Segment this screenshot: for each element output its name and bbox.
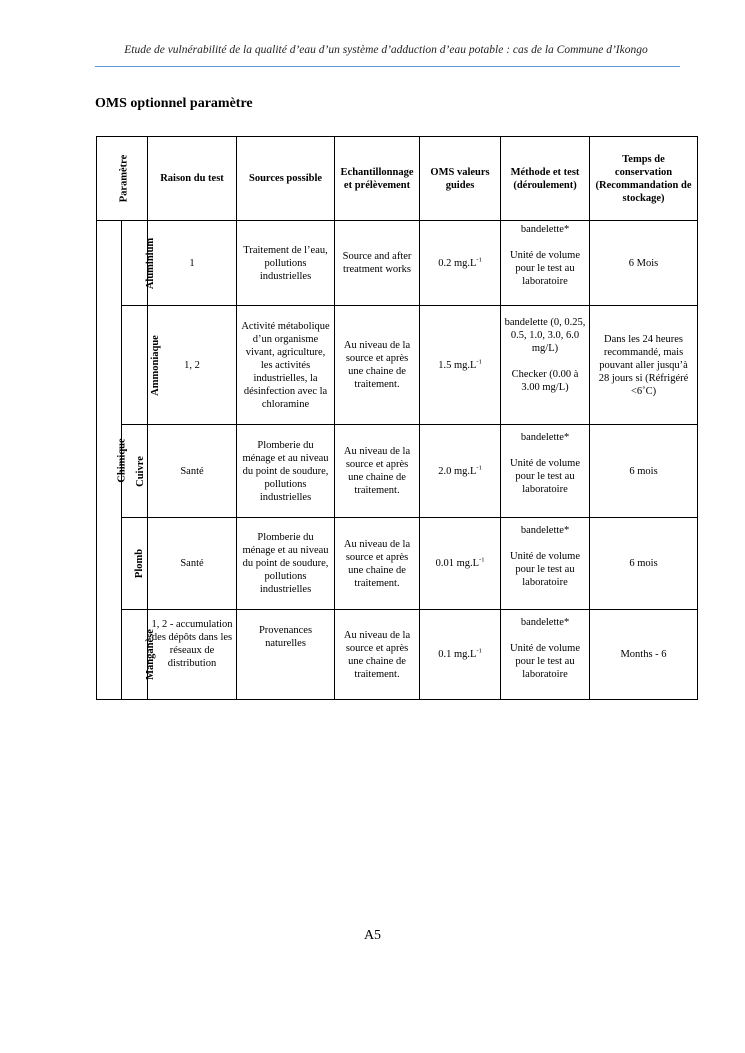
methode-line-2: Unité de volume pour le test au laboratoire bbox=[510, 551, 580, 588]
sources-cell: Plomberie du ménage et au niveau du point de soudure, pollutions industrielles bbox=[237, 518, 335, 610]
methode-line-1: bandelette* bbox=[520, 224, 570, 235]
methode-line-2: Unité de volume pour le test au laboratoire bbox=[510, 458, 580, 495]
methode-cell bbox=[501, 221, 590, 306]
section-title: OMS optionnel paramètre bbox=[95, 96, 253, 111]
header-parametre bbox=[97, 137, 148, 221]
methode-line-1: bandelette* bbox=[520, 525, 570, 536]
temps-cell: Months - 6 bbox=[590, 610, 698, 700]
raison-cell: 1 bbox=[148, 221, 237, 306]
methode-cell bbox=[501, 518, 590, 610]
temps-cell: 6 mois bbox=[590, 518, 698, 610]
row-name: Plomb bbox=[134, 548, 146, 579]
row-name: Ammoniaque bbox=[149, 334, 161, 396]
table-row bbox=[97, 610, 698, 700]
table-row bbox=[97, 306, 698, 425]
header-parametre-label: Paramètre bbox=[118, 154, 130, 203]
echantillonnage-cell: Au niveau de la source et après une chaine de traitement. bbox=[335, 518, 420, 610]
header-raison: Raison du test bbox=[148, 137, 237, 221]
methode-line-1: bandelette (0, 0.25, 0.5, 1.0, 3.0, 6.0 mg/L) bbox=[504, 317, 586, 354]
echantillonnage-cell: Au niveau de la source et après une chaine de traitement. bbox=[335, 306, 420, 425]
temps-cell: 6 mois bbox=[590, 425, 698, 518]
header-temps: Temps de conservation (Recommandation de stockage) bbox=[590, 137, 698, 221]
header-divider bbox=[95, 66, 680, 67]
row-name-cell bbox=[122, 518, 148, 610]
header-echantillonnage: Echantillonnage et prélèvement bbox=[335, 137, 420, 221]
row-name: Aluminium bbox=[145, 237, 157, 289]
row-name: Cuivre bbox=[134, 455, 146, 487]
row-name-cell bbox=[122, 221, 157, 306]
oms-value: 2.0 mg.L bbox=[438, 465, 477, 477]
oms-value-cell bbox=[420, 306, 501, 425]
unit-exponent: -1 bbox=[476, 464, 482, 471]
group-label: Chimique bbox=[116, 437, 128, 483]
page-number: A5 bbox=[363, 928, 382, 943]
unit-exponent: -1 bbox=[476, 647, 482, 655]
echantillonnage-cell: Source and after treatment works bbox=[335, 221, 420, 306]
row-name-cell bbox=[122, 306, 161, 425]
temps-cell: Dans les 24 heures recommandé, mais pouvant aller jusqu’à 28 jours si (Réfrigéré <6˚C) bbox=[590, 306, 698, 425]
oms-value-cell bbox=[420, 518, 501, 610]
methode-line-1: bandelette* bbox=[520, 432, 570, 443]
sources-cell: Activité métabolique d’un organisme vivant, agriculture, les activités industrielles, la désinfection avec la chloramine bbox=[237, 306, 335, 425]
methode-cell bbox=[501, 610, 590, 700]
running-header: Etude de vulnérabilité de la qualité d’eau d’un système d’adduction d’eau potable : cas de la Commune d’Ikongo bbox=[124, 44, 648, 56]
table-row bbox=[97, 425, 698, 518]
table-row bbox=[97, 518, 698, 610]
header-sources: Sources possible bbox=[237, 137, 335, 221]
group-cell-chimique bbox=[97, 221, 128, 700]
echantillonnage-cell: Au niveau de la source et après une chaine de traitement. bbox=[335, 610, 420, 700]
row-name-cell bbox=[122, 610, 156, 700]
methode-line-2: Unité de volume pour le test au laboratoire bbox=[510, 643, 580, 680]
table-header-row bbox=[97, 137, 698, 221]
echantillonnage-cell: Au niveau de la source et après une chaine de traitement. bbox=[335, 425, 420, 518]
sources-cell: Traitement de l’eau, pollutions industrielles bbox=[237, 221, 335, 306]
raison-cell: Santé bbox=[148, 518, 237, 610]
methode-cell bbox=[501, 306, 590, 425]
oms-parameters-table bbox=[96, 136, 698, 700]
raison-cell: 1, 2 - accumulation des dépôts dans les réseaux de distribution bbox=[148, 610, 237, 700]
table-row bbox=[97, 221, 698, 306]
unit-exponent: -1 bbox=[479, 556, 485, 564]
raison-cell: Santé bbox=[148, 425, 237, 518]
temps-cell: 6 Mois bbox=[590, 221, 698, 306]
sources-cell: Plomberie du ménage et au niveau du point de soudure, pollutions industrielles bbox=[237, 425, 335, 518]
methode-cell bbox=[501, 425, 590, 518]
oms-value: 0.01 mg.L bbox=[435, 558, 480, 569]
methode-line-1: bandelette* bbox=[520, 617, 570, 628]
unit-exponent: -1 bbox=[476, 358, 482, 365]
oms-value-cell bbox=[420, 610, 501, 700]
oms-value: 0.2 mg.L bbox=[438, 257, 477, 269]
oms-value: 1.5 mg.L bbox=[438, 359, 477, 371]
sources-cell: Provenances naturelles bbox=[237, 610, 335, 700]
oms-value-cell bbox=[420, 221, 501, 306]
header-methode: Méthode et test (déroulement) bbox=[501, 137, 590, 221]
methode-line-2: Unité de volume pour le test au laboratoire bbox=[510, 250, 580, 287]
methode-line-2: Checker (0.00 à 3.00 mg/L) bbox=[511, 369, 579, 393]
unit-exponent: -1 bbox=[476, 256, 482, 263]
raison-cell: 1, 2 bbox=[148, 306, 237, 425]
oms-value-cell bbox=[420, 425, 501, 518]
header-oms: OMS valeurs guides bbox=[420, 137, 501, 221]
oms-value: 0.1 mg.L bbox=[438, 649, 477, 660]
row-name: Manganèse bbox=[144, 629, 156, 680]
